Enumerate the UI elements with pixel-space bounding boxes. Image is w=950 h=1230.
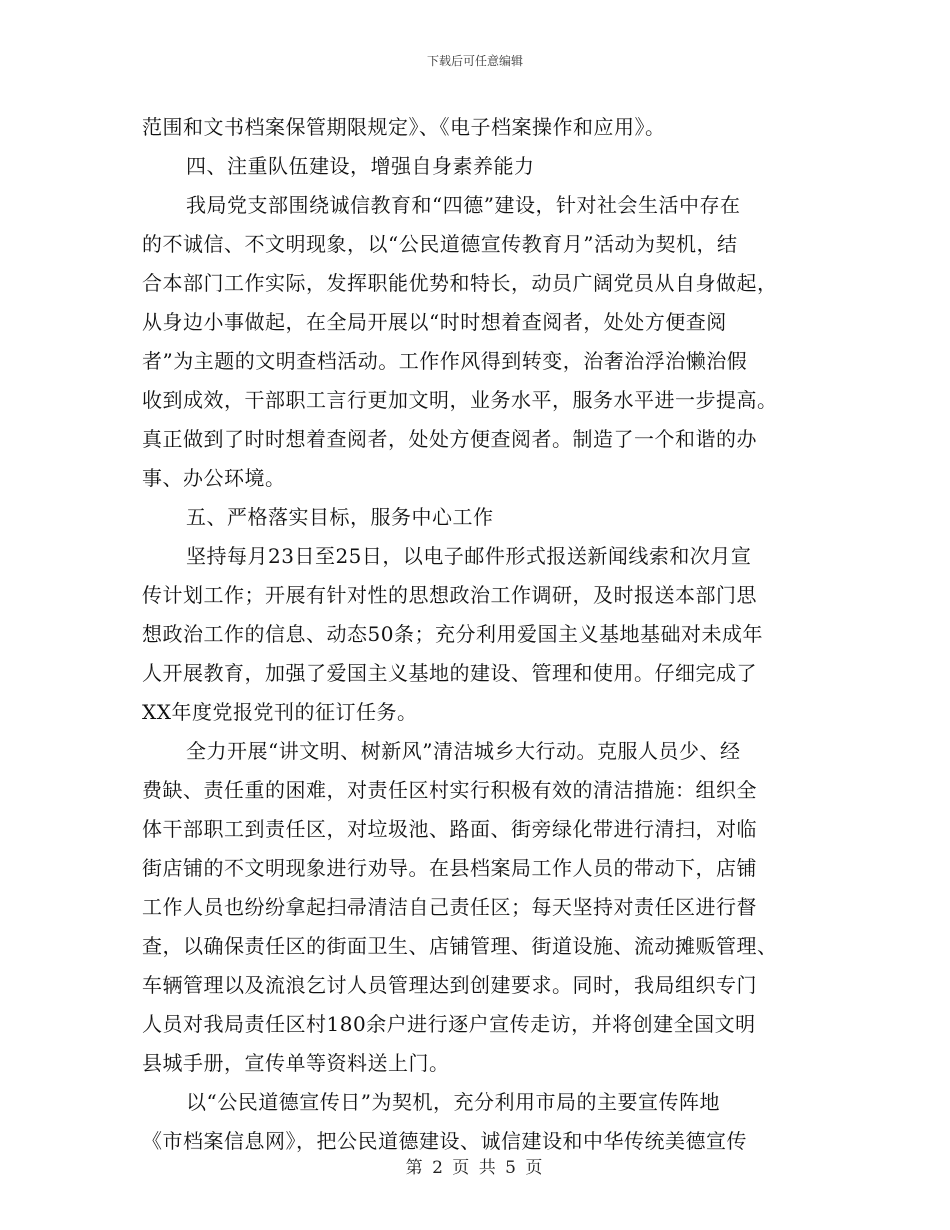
text-line: 合本部门工作实际，发挥职能优势和特长，动员广阔党员从自身做起， xyxy=(142,271,778,295)
text-line: 《市档案信息网》，把公民道德建设、诚信建设和中华传统美德宣传 xyxy=(142,1129,747,1153)
text-line: 街店铺的不文明现象进行劝导。在县档案局工作人员的带动下，店铺 xyxy=(142,856,757,880)
text-line: XX年度党报党刊的征订任务。 xyxy=(142,700,418,724)
text-line: 传计划工作；开展有针对性的思想政治工作调研，及时报送本部门思 xyxy=(142,583,757,607)
text-line: 查，以确保责任区的街面卫生、店铺管理、街道设施、流动摊贩管理、 xyxy=(142,934,778,958)
page-header: 下载后可任意编辑 xyxy=(426,54,523,68)
text-line: 者”为主题的文明查档活动。工作作风得到转变，治奢治浮治懒治假 xyxy=(142,349,748,373)
page-number: 第 2 页 共 5 页 xyxy=(405,1158,545,1178)
text-line: 真正做到了时时想着查阅者，处处方便查阅者。制造了一个和谐的办 xyxy=(142,427,757,451)
text-line: 收到成效，干部职工言行更加文明，业务水平，服务水平进一步提高。 xyxy=(142,388,778,412)
paragraph-start: 坚持每月23日至25日，以电子邮件形式报送新闻线索和次月宣 xyxy=(186,544,752,568)
text-line: 工作人员也纷纷拿起扫帚清洁自己责任区；每天坚持对责任区进行督 xyxy=(142,895,757,919)
text-line: 想政治工作的信息、动态50条；充分利用爱国主义基地基础对未成年 xyxy=(142,622,763,646)
paragraph-start: 我局党支部围绕诚信教育和“四德”建设，针对社会生活中存在 xyxy=(186,193,741,217)
text-line: 事、办公环境。 xyxy=(142,466,286,490)
text-line: 县城手册，宣传单等资料送上门。 xyxy=(142,1051,450,1075)
text-line: 人开展教育，加强了爱国主义基地的建设、管理和使用。仔细完成了 xyxy=(142,661,757,685)
section-heading: 四、注重队伍建设，增强自身素养能力 xyxy=(186,154,535,178)
text-line: 车辆管理以及流浪乞讨人员管理达到创建要求。同时，我局组织专门 xyxy=(142,973,757,997)
text-line: 从身边小事做起，在全局开展以“时时想着查阅者，处处方便查阅 xyxy=(142,310,727,334)
section-heading: 五、严格落实目标，服务中心工作 xyxy=(186,505,494,529)
paragraph-start: 以“公民道德宣传日”为契机，充分利用市局的主要宣传阵地 xyxy=(186,1090,720,1114)
text-line: 人员对我局责任区村180余户进行逐户宣传走访，并将创建全国文明 xyxy=(142,1012,756,1036)
text-line: 体干部职工到责任区，对垃圾池、路面、街旁绿化带进行清扫，对临 xyxy=(142,817,757,841)
text-line: 的不诚信、不文明现象，以“公民道德宣传教育月”活动为契机，结 xyxy=(142,232,738,256)
text-line: 范围和文书档案保管期限规定》、《电子档案操作和应用》。 xyxy=(142,115,666,139)
paragraph-start: 全力开展“讲文明、树新风”清洁城乡大行动。克服人员少、经 xyxy=(186,739,741,763)
text-line: 费缺、责任重的困难，对责任区村实行积极有效的清洁措施：组织全 xyxy=(142,778,757,802)
document-body xyxy=(142,108,802,1161)
